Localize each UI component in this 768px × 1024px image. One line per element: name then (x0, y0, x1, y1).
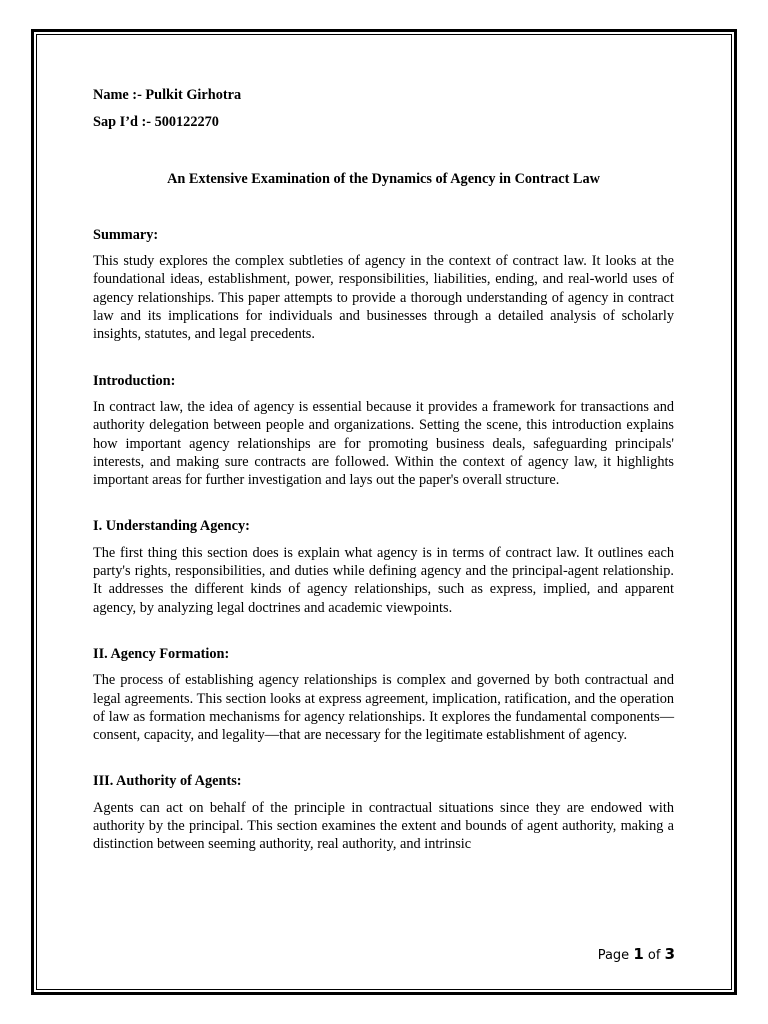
section-introduction (93, 372, 674, 490)
total-pages: 3 (664, 945, 675, 963)
current-page: 1 (633, 945, 644, 963)
page-number (598, 945, 675, 963)
section-paragraph: This study explores the complex subtleties of agency in the context of contract law. It looks at the foundational ideas, establishment, power, responsibilities, liabilities, ending, and real-world uses of agency relationships. This paper attempts to provide a thorough understanding of agency in contract law and its implications for individuals and businesses through a detailed analysis of scholarly insights, statutes, and legal precedents. (93, 253, 674, 343)
section-paragraph: Agents can act on behalf of the principle in contractual situations since they are endowed with authority by the principal. This section examines the extent and bounds of agent authority, making a distinction between seeming authority, real authority, and intrinsic (93, 799, 674, 853)
section-heading: II. Agency Formation: (93, 645, 230, 662)
section-summary (93, 226, 674, 344)
document-body (93, 86, 674, 872)
section-heading: Introduction: (93, 372, 176, 389)
section-agency-formation (93, 645, 674, 744)
of-label: of (647, 948, 661, 963)
document-title: An Extensive Examination of the Dynamics of Agency in Contract Law (167, 170, 600, 187)
author-name: Name :- Pulkit Girhotra (93, 87, 242, 103)
sap-id: Sap I’d :- 500122270 (93, 114, 219, 131)
section-paragraph: The process of establishing agency relationships is complex and governed by both contractual and legal agreements. This section looks at express agreement, implication, ratification, and the operation of law as formation mechanisms for agency relationships. It explores the fundamental components—consent, capacity, and legality—that are necessary for the legitimate establishment of agency. (93, 672, 674, 744)
section-understanding-agency (93, 517, 674, 616)
section-heading: I. Understanding Agency: (93, 518, 250, 535)
section-heading: Summary: (93, 226, 159, 243)
section-paragraph: The first thing this section does is explain what agency is in terms of contract law. It outlines each party's rights, responsibilities, and duties while defining agency and the principal-agent relationship. It addresses the different kinds of agency relationships, such as express, implied, and apparent agency, by analyzing legal doctrines and academic viewpoints. (93, 544, 674, 616)
section-heading: III. Authority of Agents: (93, 773, 242, 790)
section-authority-of-agents (93, 772, 674, 871)
page-label: Page (597, 948, 630, 963)
section-paragraph: In contract law, the idea of agency is essential because it provides a framework for transactions and authority delegation between people and organizations. Setting the scene, this introduction explains how important agency relationships are for promoting business deals, safeguarding principals' interests, and making sure contracts are followed. Within the context of agency law, it highlights important areas for further investigation and lays out the paper's overall structure. (93, 398, 674, 489)
